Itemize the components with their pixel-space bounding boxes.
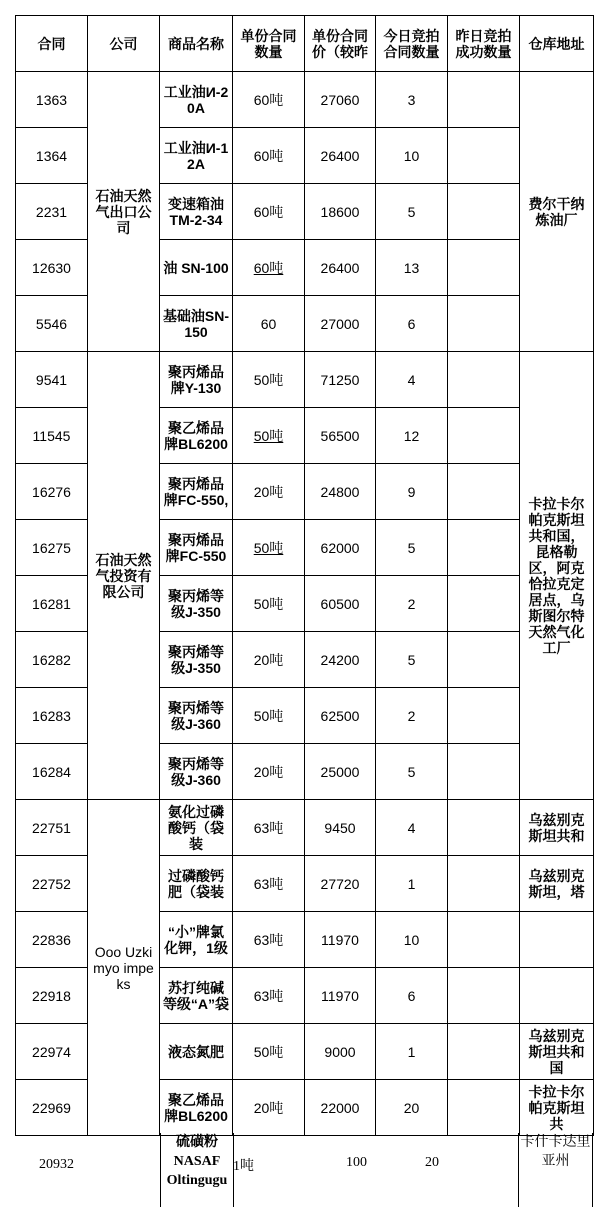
goods-cell: 聚丙烯品牌Y-130	[160, 352, 233, 408]
trailing-row	[15, 1133, 595, 1207]
price-cell: 9450	[305, 800, 376, 856]
goods-cell: 聚丙烯等级J-350	[160, 576, 233, 632]
yesterday-cell	[448, 744, 520, 800]
price-cell: 9000	[305, 1024, 376, 1080]
yesterday-cell	[448, 1080, 520, 1136]
goods-cell: “小”牌氯化钾，1级	[160, 912, 233, 968]
contract-cell: 5546	[16, 296, 88, 352]
warehouse-cell-empty	[520, 968, 594, 1024]
contract-cell: 11545	[16, 408, 88, 464]
today-cell: 5	[376, 632, 448, 688]
table-row	[16, 352, 594, 408]
goods-cell: 聚乙烯品牌BL6200	[160, 408, 233, 464]
goods-cell: 氨化过磷酸钙（袋装	[160, 800, 233, 856]
company-cell: 石油天然气投资有限公司	[88, 352, 160, 800]
today-cell: 5	[376, 744, 448, 800]
qty-cell: 50吨	[233, 576, 305, 632]
yesterday-cell	[448, 968, 520, 1024]
today-cell: 4	[376, 352, 448, 408]
header-today: 今日竞拍合同数量	[376, 16, 448, 72]
today-cell: 5	[376, 184, 448, 240]
today-cell: 4	[376, 800, 448, 856]
qty-cell: 60	[233, 296, 305, 352]
goods-cell: 油 SN-100	[160, 240, 233, 296]
warehouse-cell: 卡拉卡尔帕克斯坦共和国，昆格勒区，阿克恰拉克定居点，乌斯图尔特天然气化工厂	[520, 352, 594, 800]
header-yesterday: 昨日竞拍成功数量	[448, 16, 520, 72]
today-cell: 10	[376, 128, 448, 184]
warehouse-cell: 费尔干纳炼油厂	[520, 72, 594, 352]
goods-cell: 过磷酸钙肥（袋装	[160, 856, 233, 912]
yesterday-cell	[448, 184, 520, 240]
goods-cell: 工业油И-12A	[160, 128, 233, 184]
today-cell: 5	[376, 520, 448, 576]
yesterday-cell	[448, 128, 520, 184]
price-cell: 60500	[305, 576, 376, 632]
yesterday-cell	[448, 1024, 520, 1080]
today-cell: 3	[376, 72, 448, 128]
price-cell: 22000	[305, 1080, 376, 1136]
contract-cell: 22836	[16, 912, 88, 968]
today-cell: 6	[376, 968, 448, 1024]
price-cell: 100	[346, 1155, 367, 1170]
qty-cell: 50吨	[233, 1024, 305, 1080]
header-qty: 单份合同数量	[233, 16, 305, 72]
yesterday-cell	[448, 688, 520, 744]
price-cell: 26400	[305, 240, 376, 296]
yesterday-cell	[448, 912, 520, 968]
goods-cell: 聚丙烯品牌FC-550	[160, 520, 233, 576]
contract-cell: 22974	[16, 1024, 88, 1080]
header-warehouse: 仓库地址	[520, 16, 594, 72]
qty-cell: 63吨	[233, 912, 305, 968]
warehouse-cell: 乌兹别克斯坦共和国	[520, 1024, 594, 1080]
contract-cell: 22969	[16, 1080, 88, 1136]
yesterday-cell	[448, 72, 520, 128]
today-cell: 2	[376, 576, 448, 632]
price-cell: 24800	[305, 464, 376, 520]
contract-cell: 12630	[16, 240, 88, 296]
qty-cell: 20吨	[233, 464, 305, 520]
contract-cell: 22751	[16, 800, 88, 856]
today-cell: 12	[376, 408, 448, 464]
yesterday-cell	[448, 240, 520, 296]
header-contract: 合同	[16, 16, 88, 72]
yesterday-cell	[448, 408, 520, 464]
price-cell: 24200	[305, 632, 376, 688]
contract-cell: 9541	[16, 352, 88, 408]
price-cell: 27720	[305, 856, 376, 912]
today-cell: 20	[376, 1080, 448, 1136]
goods-cell: 变速箱油 TM-2-34	[160, 184, 233, 240]
today-cell: 1	[376, 856, 448, 912]
yesterday-cell	[448, 800, 520, 856]
warehouse-cell: 卡拉卡尔帕克斯坦共	[520, 1080, 594, 1136]
contract-cell: 16281	[16, 576, 88, 632]
price-cell: 18600	[305, 184, 376, 240]
company-cell: 石油天然气出口公司	[88, 72, 160, 352]
contract-cell: 1364	[16, 128, 88, 184]
header-row	[16, 16, 594, 72]
company-cell: Ooo Uzkimyo impeks	[88, 800, 160, 1136]
goods-cell: 工业油И-20A	[160, 72, 233, 128]
goods-cell: 苏打纯碱等级“A”袋	[160, 968, 233, 1024]
goods-cell: 聚乙烯品牌BL6200	[160, 1080, 233, 1136]
today-cell: 9	[376, 464, 448, 520]
yesterday-cell	[448, 520, 520, 576]
goods-cell: 聚丙烯品牌FC-550,	[160, 464, 233, 520]
header-price: 单份合同价（较昨	[305, 16, 376, 72]
contract-cell: 22752	[16, 856, 88, 912]
today-cell: 10	[376, 912, 448, 968]
contract-cell: 2231	[16, 184, 88, 240]
warehouse-cell: 乌兹别克斯坦，塔	[520, 856, 594, 912]
contract-cell: 20932	[39, 1157, 74, 1172]
contract-cell: 16276	[16, 464, 88, 520]
qty-cell: 50吨	[233, 352, 305, 408]
table-row	[16, 72, 594, 128]
yesterday-cell	[448, 352, 520, 408]
contract-cell: 16275	[16, 520, 88, 576]
header-company: 公司	[88, 16, 160, 72]
today-cell: 6	[376, 296, 448, 352]
header-goods: 商品名称	[160, 16, 233, 72]
yesterday-cell	[448, 464, 520, 520]
qty-cell: 63吨	[233, 968, 305, 1024]
qty-cell: 60吨	[233, 128, 305, 184]
today-cell: 13	[376, 240, 448, 296]
qty-cell: 50吨	[233, 688, 305, 744]
qty-cell: 50吨	[233, 408, 305, 464]
yesterday-cell	[448, 856, 520, 912]
today-cell: 1	[376, 1024, 448, 1080]
price-cell: 56500	[305, 408, 376, 464]
warehouse-cell-empty	[520, 912, 594, 968]
goods-cell: 基础油SN-150	[160, 296, 233, 352]
qty-cell: 63吨	[233, 800, 305, 856]
goods-cell: 聚丙烯等级J-360	[160, 744, 233, 800]
goods-cell: 硫磺粉 NASAF Oltingugu	[160, 1133, 234, 1207]
qty-cell: 60吨	[233, 240, 305, 296]
qty-cell: 63吨	[233, 856, 305, 912]
qty-cell: 60吨	[233, 184, 305, 240]
price-cell: 62500	[305, 688, 376, 744]
price-cell: 62000	[305, 520, 376, 576]
price-cell: 26400	[305, 128, 376, 184]
contracts-table	[15, 15, 594, 1136]
qty-cell: 60吨	[233, 72, 305, 128]
qty-cell: 1吨	[233, 1159, 254, 1174]
table-row	[16, 800, 594, 856]
contract-cell: 16282	[16, 632, 88, 688]
today-cell: 20	[425, 1155, 439, 1170]
qty-cell: 20吨	[233, 632, 305, 688]
warehouse-cell: 卡什卡达里亚州	[518, 1133, 593, 1207]
goods-cell: 液态氮肥	[160, 1024, 233, 1080]
qty-cell: 20吨	[233, 1080, 305, 1136]
price-cell: 11970	[305, 968, 376, 1024]
contract-cell: 22918	[16, 968, 88, 1024]
contract-cell: 16283	[16, 688, 88, 744]
qty-cell: 20吨	[233, 744, 305, 800]
goods-cell: 聚丙烯等级J-360	[160, 688, 233, 744]
price-cell: 27000	[305, 296, 376, 352]
yesterday-cell	[448, 632, 520, 688]
price-cell: 71250	[305, 352, 376, 408]
yesterday-cell	[448, 576, 520, 632]
warehouse-cell: 乌兹别克斯坦共和	[520, 800, 594, 856]
yesterday-cell	[448, 296, 520, 352]
contract-cell: 16284	[16, 744, 88, 800]
today-cell: 2	[376, 688, 448, 744]
price-cell: 25000	[305, 744, 376, 800]
price-cell: 27060	[305, 72, 376, 128]
goods-cell: 聚丙烯等级J-350	[160, 632, 233, 688]
contract-cell: 1363	[16, 72, 88, 128]
qty-cell: 50吨	[233, 520, 305, 576]
price-cell: 11970	[305, 912, 376, 968]
